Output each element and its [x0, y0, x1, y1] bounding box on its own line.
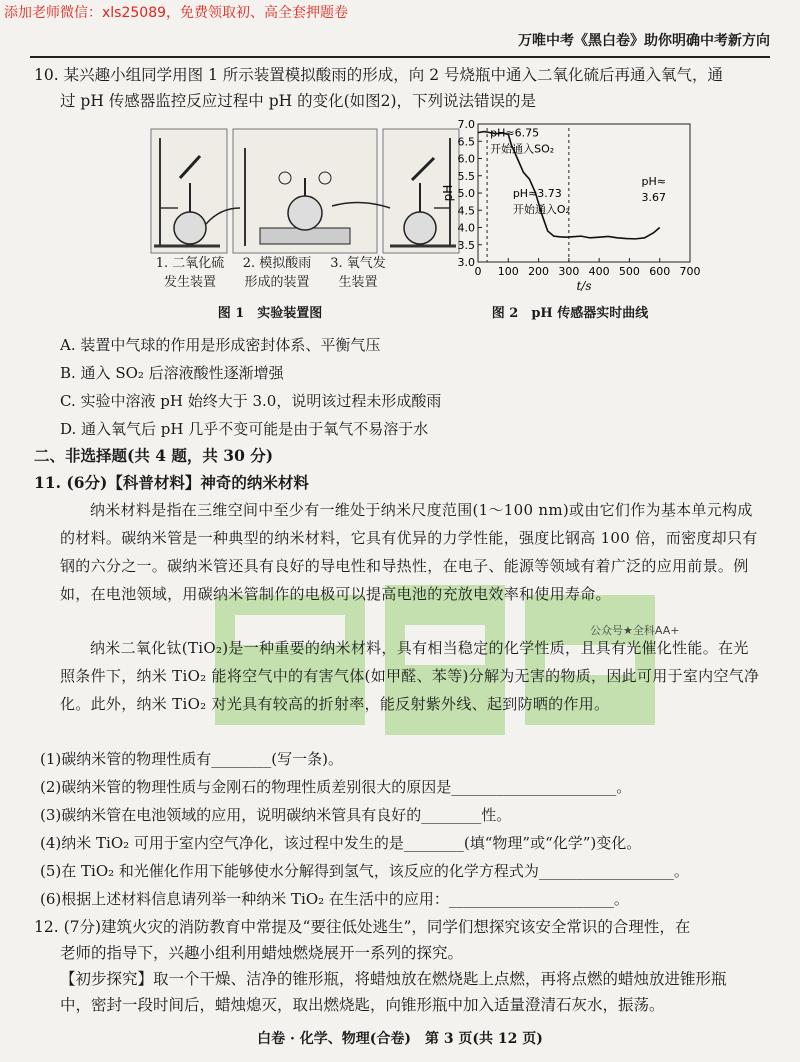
chart-annotation: 开始通入O₂: [512, 203, 570, 216]
fig1-label-1: [150, 254, 230, 292]
chart-annotation: pH≈3.73: [512, 187, 562, 200]
x-tick-label: 0: [474, 265, 482, 278]
fig2-chart: [440, 112, 700, 292]
fig1-label-1a: 1. 二氧化硫: [155, 256, 225, 271]
x-tick-label: 300: [558, 265, 580, 278]
chart-annotation: pH≈: [641, 175, 667, 188]
fig1-drawing: [150, 128, 460, 254]
q11-sub-6: (6)根据上述材料信息请列举一种纳米 TiO₂ 在生活中的应用：______________________。: [40, 890, 629, 908]
y-tick-label: 5.5: [457, 169, 475, 183]
fig1-label-1b: 发生装置: [163, 275, 216, 290]
y-tick-label: 6.5: [457, 135, 475, 149]
q10-option-a: A. 装置中气球的作用是形成密封体系、平衡气压: [60, 336, 381, 354]
q10-option-d: D. 通入氧气后 pH 几乎不变可能是由于氧气不易溶于水: [60, 420, 429, 438]
q11-sub-5: (5)在 TiO₂ 和光催化作用下能够使水分解得到氢气，该反应的化学方程式为__________________。: [40, 862, 689, 880]
x-tick-label: 100: [497, 265, 519, 278]
stamp-text: 公众号★全科AA+: [590, 624, 680, 637]
q10-stem-line1: 10. 某兴趣小组同学用图 1 所示装置模拟酸雨的形成，向 2 号烧瓶中通入二氧化硫后再通入氧气，通: [34, 66, 724, 84]
x-tick-label: 200: [528, 265, 550, 278]
q11-paragraph-1: 纳米材料是指在三维空间中至少有一维处于纳米尺度范围(1～100 nm)或由它们作为基本单元构成的材料。碳纳米管是一种典型的纳米材料，它具有优异的力学性能，强度比钢高 100 倍，而密度却只有钢的六分之一。碳纳米管还具有良好的导电性和导热性，在电子、能源等领域有着广泛的应用前景。例如，在电池领域，用碳纳米管制作的电极可以提高电池的充放电效率和使用寿命。: [60, 501, 758, 603]
fig1-label-2: [234, 254, 320, 292]
q12-line1: 12. (7分)建筑火灾的消防教育中常提及“要往低处逃生”，同学们想探究该安全常识的合理性，在: [34, 918, 691, 936]
page-footer: 白卷 · 化学、物理(合卷) 第 3 页(共 12 页): [257, 1031, 543, 1047]
x-tick-label: 700: [679, 265, 700, 278]
y-tick-label: 4.5: [457, 204, 475, 218]
q10-stem-line2: 过 pH 传感器监控反应过程中 pH 的变化(如图2)，下列说法错误的是: [60, 92, 537, 110]
header-rule: [30, 56, 770, 58]
q11-sub-1: (1)碳纳米管的物理性质有________(写一条)。: [40, 750, 343, 768]
y-tick-label: 4.0: [457, 221, 475, 235]
page-header: 万唯中考《黑白卷》助你明确中考新方向: [518, 33, 770, 49]
fig1-label-2b: 形成的装置: [244, 275, 310, 290]
fig1-label-3: [318, 254, 398, 292]
fig1-label-3b: 生装置: [338, 275, 378, 290]
x-axis-label: t/s: [576, 279, 592, 292]
fig2-caption: 图 2 pH 传感器实时曲线: [491, 306, 649, 321]
q10-option-c: C. 实验中溶液 pH 始终大于 3.0，说明该过程未形成酸雨: [60, 392, 442, 410]
y-axis-label: pH: [441, 184, 455, 202]
fig1-caption: 图 1 实验装置图: [217, 306, 323, 321]
y-tick-label: 6.0: [457, 152, 475, 166]
watermark-text: 添加老师微信：xls25089，免费领取初、高全套押题卷: [4, 5, 349, 21]
x-tick-label: 400: [588, 265, 610, 278]
fig1-apparatus: [150, 128, 460, 254]
chart-annotation: 开始通入SO₂: [490, 142, 555, 156]
q11-sub-3: (3)碳纳米管在电池领域的应用，说明碳纳米管具有良好的________性。: [40, 806, 512, 824]
fig1-label-3a: 3. 氧气发: [330, 256, 386, 271]
y-tick-label: 5.0: [457, 187, 475, 200]
x-tick-label: 600: [649, 265, 671, 278]
ph-chart-svg: [440, 112, 700, 292]
q11-paragraph-2: 纳米二氧化钛(TiO₂)是一种重要的纳米材料，具有相当稳定的化学性质，且具有光催化性能。在光照条件下，纳米 TiO₂ 能将空气中的有害气体(如甲醛、苯等)分解为无害的物质，因此可用于室内空气净化。此外，纳米 TiO₂ 对光具有较高的折射率，能反射紫外线、起到防晒的作用。: [60, 639, 760, 713]
q11-sub-4: (4)纳米 TiO₂ 可用于室内空气净化，该过程中发生的是________(填“物理”或“化学”)变化。: [40, 834, 642, 852]
q11-title: 11. (6分)【科普材料】神奇的纳米材料: [34, 473, 309, 492]
q12-line3: 【初步探究】取一个干燥、洁净的锥形瓶，将蜡烛放在燃烧匙上点燃，再将点燃的蜡烛放进锥形瓶: [60, 970, 727, 988]
x-tick-label: 500: [618, 265, 640, 278]
q10-option-b: B. 通入 SO₂ 后溶液酸性逐渐增强: [60, 364, 284, 382]
q12-line2: 老师的指导下，兴趣小组利用蜡烛燃烧展开一系列的探究。: [60, 944, 464, 962]
fig1-label-2a: 2. 模拟酸雨: [242, 256, 312, 271]
q12-line4: 中，密封一段时间后，蜡烛熄灭，取出燃烧匙，向锥形瓶中加入适量澄清石灰水，振荡。: [60, 996, 665, 1014]
chart-annotation: 3.67: [641, 191, 667, 204]
y-tick-label: 3.0: [457, 256, 475, 269]
section-2-title: 二、非选择题(共 4 题，共 30 分): [34, 446, 274, 465]
y-tick-label: 3.5: [457, 238, 475, 252]
y-tick-label: 7.0: [457, 118, 475, 131]
q11-sub-2: (2)碳纳米管的物理性质与金刚石的物理性质差别很大的原因是______________________。: [40, 778, 632, 796]
chart-annotation: pH≈6.75: [490, 126, 540, 140]
